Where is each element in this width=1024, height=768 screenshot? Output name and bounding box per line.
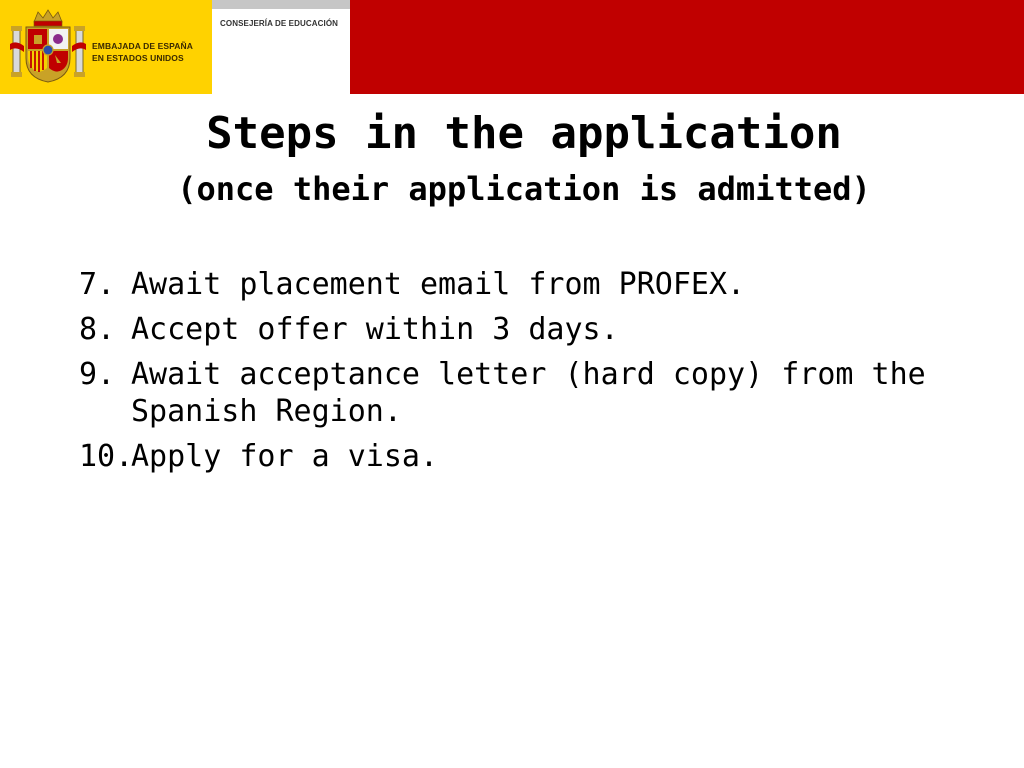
header-banner xyxy=(0,0,1024,94)
step-text: Accept offer within 3 days. xyxy=(131,312,619,347)
banner-grey-strip xyxy=(212,0,350,9)
slide-subtitle: (once their application is admitted) xyxy=(177,170,871,208)
step-text: Apply for a visa. xyxy=(131,439,439,474)
step-number: 7. xyxy=(79,267,116,302)
list-item xyxy=(79,266,999,303)
embassy-line-2: EN ESTADOS UNIDOS xyxy=(92,53,184,63)
slide-title: Steps in the application xyxy=(206,108,842,159)
banner-red-panel xyxy=(350,0,1024,94)
step-number: 9. xyxy=(79,357,116,392)
banner-white-panel xyxy=(212,0,350,94)
department-name: CONSEJERÍA DE EDUCACIÓN xyxy=(220,19,339,28)
step-text: Await placement email from PROFEX. xyxy=(131,267,746,302)
list-item xyxy=(79,311,999,348)
embassy-name xyxy=(92,40,193,64)
list-item xyxy=(79,438,999,475)
embassy-line-1: EMBAJADA DE ESPAÑA xyxy=(92,41,193,51)
step-number: 8. xyxy=(79,312,116,347)
list-item xyxy=(79,356,999,430)
step-number: 10. xyxy=(79,439,134,474)
spain-coat-of-arms-icon xyxy=(10,8,86,84)
step-text: Await acceptance letter (hard copy) from the Spanish Region. xyxy=(131,357,926,429)
steps-list xyxy=(79,266,999,483)
